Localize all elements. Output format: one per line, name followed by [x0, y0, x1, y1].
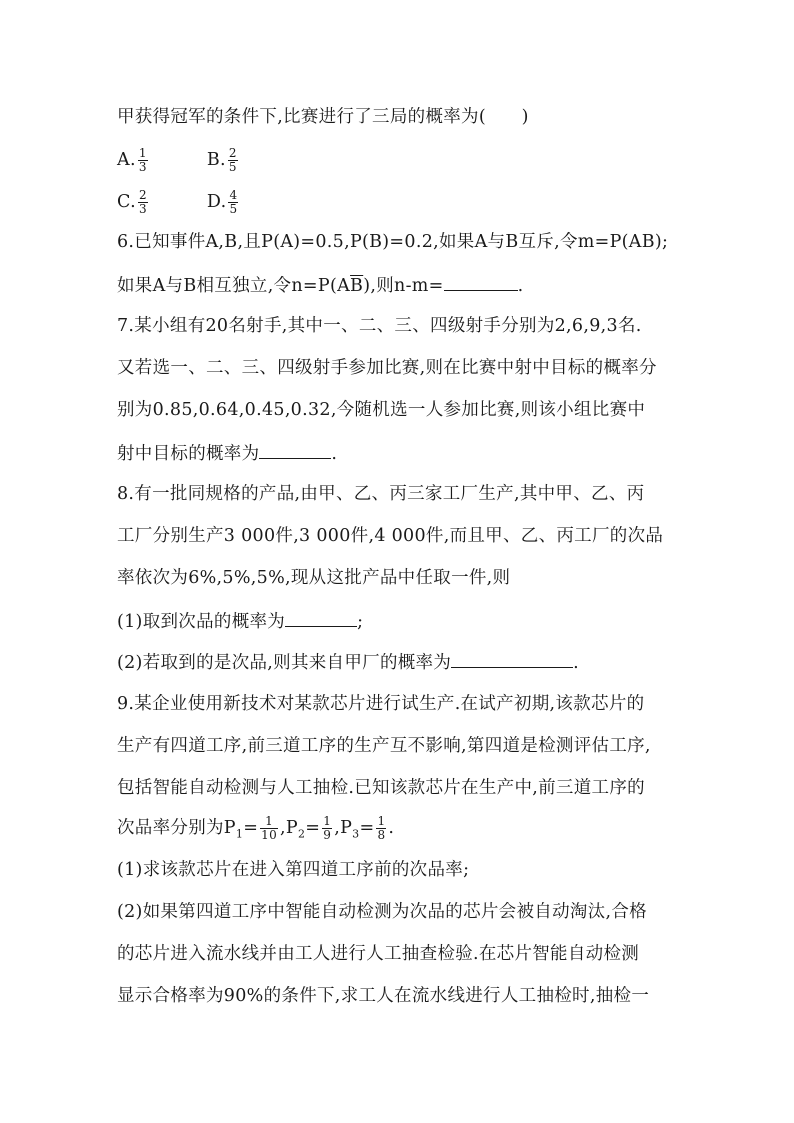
q5-option-a: [117, 147, 201, 174]
answer-blank[interactable]: [259, 440, 331, 459]
subscript: 1: [235, 827, 244, 841]
option-label: A.: [117, 150, 136, 170]
q6-text: .: [517, 276, 524, 296]
fraction-denominator: 5: [228, 160, 237, 174]
fraction-numerator: 1: [138, 146, 147, 160]
q9-sub-2-line-3: 显示合格率为90%的条件下,求工人在流水线进行人工抽检时,抽检一: [117, 986, 650, 1006]
fraction-numerator: 1: [377, 814, 386, 828]
q8-sub-2: [117, 649, 579, 675]
q7-line-1: 7.某小组有20名射手,其中一、二、三、四级射手分别为2,6,9,3名.: [117, 316, 642, 336]
fraction-denominator: 8: [377, 828, 386, 842]
fraction-denominator: 10: [261, 828, 278, 842]
q9-text: ,P: [280, 818, 298, 838]
q9-sub-1: (1)求该款芯片在进入第四道工序前的次品率;: [117, 860, 470, 880]
q5-option-d: [207, 189, 241, 216]
fraction-numerator: 2: [138, 188, 147, 202]
q9-text: =: [305, 818, 321, 838]
option-label: C.: [117, 192, 136, 212]
q7-text: .: [331, 444, 338, 464]
q8-text: ;: [357, 612, 364, 632]
q5-option-c: [117, 189, 201, 216]
q8-line-2: 工厂分别生产3 000件,3 000件,4 000件,而且甲、乙、丙工厂的次品: [117, 526, 664, 546]
q7-line-2: 又若选一、二、三、四级射手参加比赛,则在比赛中射中目标的概率分: [117, 358, 657, 378]
fraction-denominator: 3: [138, 160, 147, 174]
subscript: 2: [297, 827, 306, 841]
q8-line-1: 8.有一批同规格的产品,由甲、乙、丙三家工厂生产,其中甲、乙、丙: [117, 484, 645, 504]
q9-sub-2-line-2: 的芯片进入流水线并由工人进行人工抽查检验.在芯片智能自动检测: [117, 944, 640, 964]
q8-text: (2)若取到的是次品,则其来自甲厂的概率为: [117, 653, 452, 673]
fraction: [138, 189, 148, 216]
q9-sub-2-line-1: (2)如果第四道工序中智能自动检测为次品的芯片会被自动淘汰,合格: [117, 902, 647, 922]
answer-blank[interactable]: [451, 649, 573, 668]
fraction: [376, 815, 386, 842]
q8-line-3: 率依次为6%,5%,5%,现从这批产品中任取一件,则: [117, 568, 511, 588]
q9-line-1: 9.某企业使用新技术对某款芯片进行试生产.在试产初期,该款芯片的: [117, 694, 645, 714]
subscript: 3: [352, 827, 360, 841]
q8-text: .: [573, 653, 580, 673]
q5-text: 甲获得冠军的条件下,比赛进行了三局的概率为( ): [117, 107, 529, 127]
fraction: [138, 147, 148, 174]
fraction: [228, 189, 238, 216]
answer-blank[interactable]: [285, 608, 357, 627]
q9-line-2: 生产有四道工序,前三道工序的生产互不影响,第四道是检测评估工序,: [117, 736, 651, 756]
q5-options-row-1: [117, 147, 240, 174]
answer-blank[interactable]: [444, 272, 518, 291]
q9-line-3: 包括智能自动检测与人工抽检.已知该款芯片在生产中,前三道工序的: [117, 778, 645, 798]
fraction: [260, 815, 278, 842]
fraction-numerator: 2: [228, 146, 237, 160]
complement-b: $\overline{B}$: [350, 276, 364, 296]
q5-options-row-2: [117, 189, 240, 216]
q6-line-1: 6.已知事件A,B,且P(A)=0.5,P(B)=0.2,如果A与B互斥,令m=P(AB);: [117, 232, 669, 252]
q9-text: 次品率分别为P: [117, 818, 236, 838]
q6-text: 如果A与B相互独立,令n=P(A: [117, 276, 351, 296]
fraction-numerator: 4: [229, 188, 238, 202]
q5-option-b: [207, 147, 240, 174]
q9-text: .: [388, 818, 395, 838]
q7-line-3: 别为0.85,0.64,0.45,0.32,今随机选一人参加比赛,则该小组比赛中: [117, 400, 646, 420]
fraction: [228, 147, 238, 174]
q6-line-2: [117, 272, 524, 298]
option-label: B.: [206, 150, 226, 170]
q7-line-4: [117, 440, 337, 466]
q9-line-4: [117, 815, 394, 847]
q6-text: ),则n-m=: [363, 276, 444, 296]
fraction-numerator: 1: [260, 815, 278, 829]
q9-text: =: [243, 818, 259, 838]
q9-text: ,P: [334, 818, 353, 838]
q8-text: (1)取到次品的概率为: [117, 612, 286, 632]
option-label: D.: [206, 192, 227, 212]
fraction: [322, 815, 332, 842]
q9-text: =: [359, 818, 375, 838]
q7-text: 射中目标的概率为: [117, 444, 260, 464]
q8-sub-1: [117, 608, 363, 634]
fraction-denominator: 3: [138, 202, 147, 216]
fraction-numerator: 1: [323, 814, 332, 828]
fraction-denominator: 9: [323, 828, 332, 842]
fraction-denominator: 5: [229, 202, 238, 216]
